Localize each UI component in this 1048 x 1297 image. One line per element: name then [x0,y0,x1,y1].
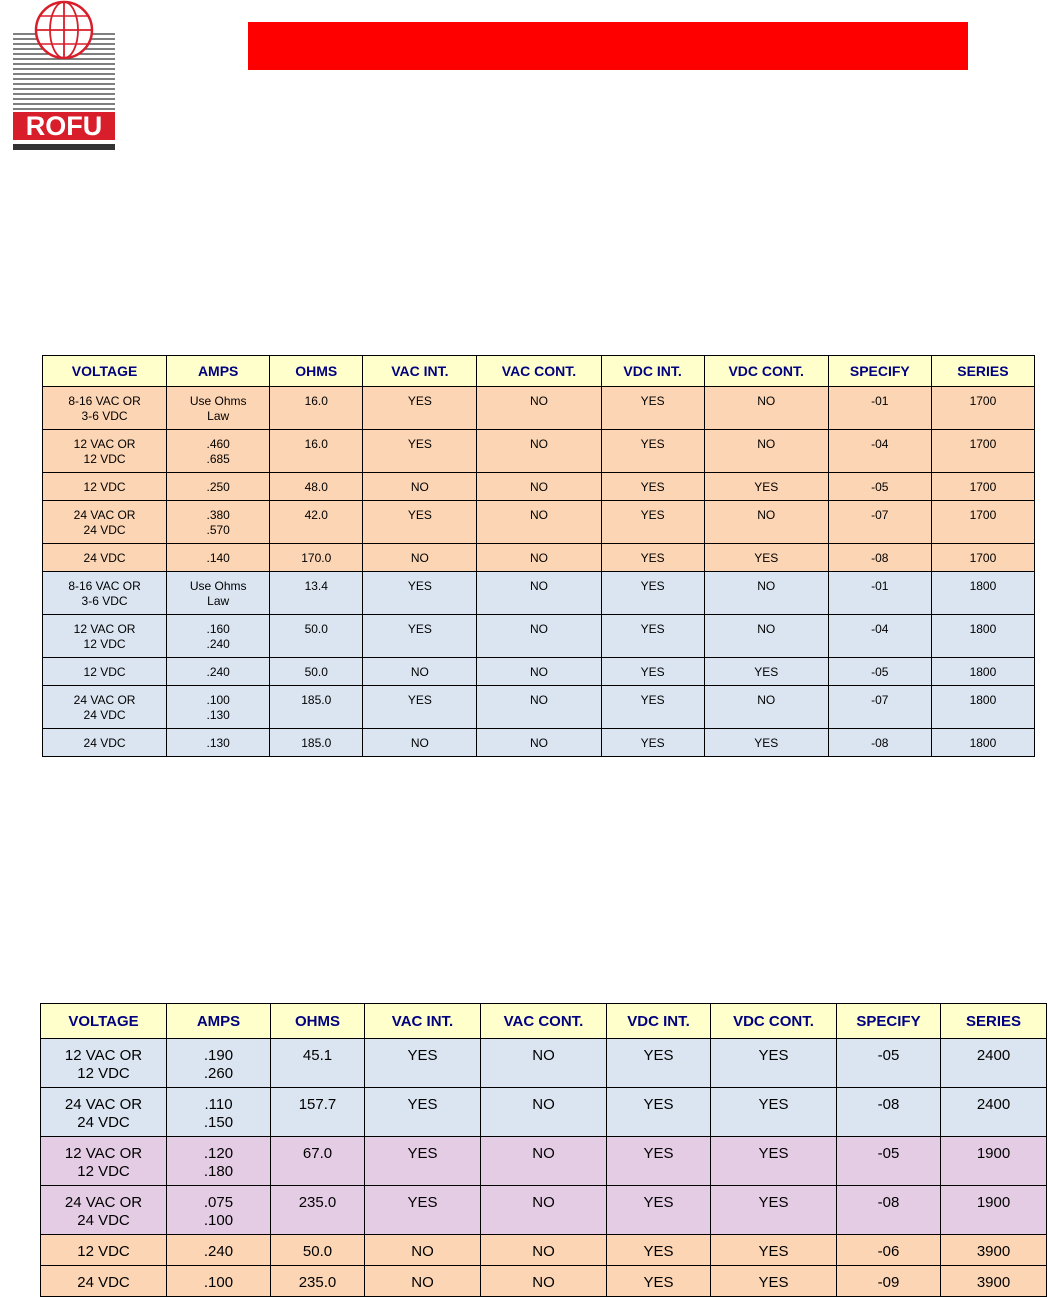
header-vdc-int: VDC INT. [607,1004,711,1039]
cell-voltage [41,1137,167,1186]
cell-series: 1800 [931,615,1034,658]
header-vac-cont: VAC CONT. [481,1004,607,1039]
table-row [41,1137,1047,1186]
cell-amps [167,615,270,658]
cell-line: Use Ohms [189,394,247,408]
cell-specify: -01 [828,572,931,615]
table-body [41,1039,1047,1297]
cell-vac-int: YES [363,686,477,729]
table-row [41,1235,1047,1266]
cell-amps [167,1039,271,1088]
cell-ohms: 48.0 [270,473,363,501]
cell-vdc-int: YES [607,1235,711,1266]
cell-voltage [43,658,167,686]
cell-specify: -05 [837,1137,941,1186]
cell-line: .380 [206,508,230,522]
header-vac-int: VAC INT. [365,1004,481,1039]
header-ohms: OHMS [271,1004,365,1039]
cell-vdc-int: YES [607,1039,711,1088]
cell-vdc-cont: YES [711,1266,837,1297]
cell-line: .130 [206,736,230,750]
cell-vdc-cont: NO [704,387,828,430]
cell-specify: -05 [837,1039,941,1088]
cell-series: 1800 [931,658,1034,686]
cell-series: 3900 [941,1266,1047,1297]
cell-vdc-cont: YES [711,1186,837,1235]
cell-amps [167,572,270,615]
cell-line: .240 [206,637,230,651]
cell-vdc-int: YES [601,501,704,544]
cell-vdc-int: YES [607,1137,711,1186]
cell-line: 24 VDC [77,1274,130,1291]
cell-series: 1700 [931,501,1034,544]
table-body [43,387,1035,757]
table-row [43,729,1035,757]
cell-voltage [41,1088,167,1137]
cell-vdc-int: YES [601,686,704,729]
cell-line: 12 VDC [77,1065,130,1082]
cell-line: .075 [203,1194,234,1211]
cell-line: Use Ohms [189,579,247,593]
cell-specify: -04 [828,615,931,658]
cell-vdc-cont: YES [704,658,828,686]
cell-specify: -08 [837,1186,941,1235]
cell-specify: -05 [828,658,931,686]
cell-vac-int: YES [365,1186,481,1235]
cell-voltage [43,473,167,501]
cell-voltage [43,572,167,615]
cell-voltage [43,544,167,572]
cell-vac-cont: NO [477,430,601,473]
cell-ohms: 235.0 [271,1186,365,1235]
cell-line: 12 VDC [83,480,126,494]
cell-line: 8-16 VAC OR [68,394,141,408]
cell-line: .180 [203,1163,234,1180]
table-row [43,501,1035,544]
table-row [43,658,1035,686]
header-series: SERIES [931,356,1034,387]
cell-vac-int: NO [365,1235,481,1266]
cell-vdc-int: YES [601,615,704,658]
cell-line: 24 VAC OR [73,508,136,522]
cell-line: 8-16 VAC OR [68,579,141,593]
cell-vac-cont: NO [477,615,601,658]
cell-vac-cont: NO [481,1039,607,1088]
header-vdc-int: VDC INT. [601,356,704,387]
cell-vdc-cont: NO [704,615,828,658]
cell-line: .460 [206,437,230,451]
cell-line: 24 VDC [83,708,126,722]
cell-series: 1700 [931,473,1034,501]
cell-vdc-int: YES [601,658,704,686]
table-header [41,1004,1047,1039]
cell-vac-int: YES [363,615,477,658]
cell-amps [167,1186,271,1235]
cell-ohms: 50.0 [271,1235,365,1266]
header-vac-cont: VAC CONT. [477,356,601,387]
cell-line: 12 VAC OR [73,622,136,636]
cell-vdc-cont: YES [704,473,828,501]
cell-specify: -07 [828,501,931,544]
cell-vac-int: YES [363,572,477,615]
cell-line: 12 VDC [77,1163,130,1180]
cell-specify: -01 [828,387,931,430]
cell-voltage [41,1266,167,1297]
header-voltage: VOLTAGE [43,356,167,387]
logo-wordmark: ROFU [25,111,103,141]
cell-series: 3900 [941,1235,1047,1266]
header-row [43,356,1035,387]
cell-vdc-cont: YES [711,1088,837,1137]
cell-specify: -06 [837,1235,941,1266]
cell-amps [167,544,270,572]
cell-series: 1800 [931,686,1034,729]
cell-amps [167,658,270,686]
cell-voltage [43,729,167,757]
cell-line: .240 [206,665,230,679]
rofu-logo [10,0,118,152]
header-specify: SPECIFY [828,356,931,387]
header-voltage: VOLTAGE [41,1004,167,1039]
cell-line: 24 VDC [77,1114,130,1131]
cell-vdc-int: YES [601,430,704,473]
cell-vac-cont: NO [481,1088,607,1137]
cell-vdc-cont: YES [704,729,828,757]
series-2400-1900-3900-table [40,1003,1047,1297]
cell-vac-int: YES [363,387,477,430]
cell-vac-int: NO [363,544,477,572]
header-vdc-cont: VDC CONT. [704,356,828,387]
table-row [41,1039,1047,1088]
cell-line: 3-6 VDC [81,409,128,423]
cell-amps [167,686,270,729]
cell-line: .100 [203,1212,234,1229]
table-row [41,1186,1047,1235]
cell-ohms: 185.0 [270,729,363,757]
cell-vdc-int: YES [607,1266,711,1297]
table-row [43,430,1035,473]
cell-amps [167,729,270,757]
table-header [43,356,1035,387]
cell-line: 12 VDC [77,1243,130,1260]
cell-ohms: 185.0 [270,686,363,729]
cell-vac-cont: NO [477,387,601,430]
cell-vdc-int: YES [601,572,704,615]
cell-line: 24 VDC [83,736,126,750]
header-series: SERIES [941,1004,1047,1039]
cell-vdc-int: YES [601,473,704,501]
table-row [43,544,1035,572]
cell-series: 1800 [931,572,1034,615]
cell-series: 1700 [931,544,1034,572]
cell-amps [167,501,270,544]
cell-amps [167,1235,271,1266]
cell-vac-int: NO [365,1266,481,1297]
cell-vac-cont: NO [481,1137,607,1186]
cell-ohms: 235.0 [271,1266,365,1297]
cell-line: .260 [203,1065,234,1082]
cell-vac-cont: NO [477,473,601,501]
cell-line: Law [207,594,230,608]
cell-vdc-int: YES [601,387,704,430]
cell-vac-int: YES [365,1137,481,1186]
cell-line: 12 VDC [83,452,126,466]
cell-series: 1700 [931,430,1034,473]
table-row [43,572,1035,615]
cell-vdc-cont: NO [704,572,828,615]
cell-line: 12 VAC OR [73,437,136,451]
cell-line: .240 [203,1243,234,1260]
cell-line: .140 [206,551,230,565]
cell-line: 24 VDC [83,523,126,537]
cell-vac-int: NO [363,729,477,757]
cell-line: 12 VDC [83,665,126,679]
cell-series: 2400 [941,1088,1047,1137]
cell-voltage [43,501,167,544]
cell-line: 24 VDC [77,1212,130,1229]
cell-vdc-cont: YES [704,544,828,572]
cell-vac-cont: NO [477,572,601,615]
cell-voltage [41,1235,167,1266]
cell-line: 24 VAC OR [73,693,136,707]
cell-line: .100 [203,1274,234,1291]
cell-series: 1900 [941,1186,1047,1235]
cell-vac-cont: NO [477,729,601,757]
cell-line: 3-6 VDC [81,594,128,608]
cell-vac-cont: NO [481,1235,607,1266]
cell-vac-int: YES [365,1039,481,1088]
table-row [41,1088,1047,1137]
cell-vdc-cont: NO [704,501,828,544]
cell-amps [167,1266,271,1297]
cell-vac-int: NO [363,658,477,686]
cell-ohms: 42.0 [270,501,363,544]
cell-specify: -04 [828,430,931,473]
cell-vdc-cont: YES [711,1137,837,1186]
header-amps: AMPS [167,1004,271,1039]
cell-vdc-cont: NO [704,686,828,729]
cell-voltage [43,686,167,729]
cell-ohms: 45.1 [271,1039,365,1088]
cell-ohms: 170.0 [270,544,363,572]
cell-specify: -05 [828,473,931,501]
cell-line: Law [207,409,230,423]
cell-line: .120 [203,1145,234,1162]
cell-amps [167,430,270,473]
cell-ohms: 67.0 [271,1137,365,1186]
cell-series: 1800 [931,729,1034,757]
cell-line: 24 VDC [83,551,126,565]
header-amps: AMPS [167,356,270,387]
cell-vdc-cont: YES [711,1039,837,1088]
cell-line: 24 VAC OR [64,1096,143,1113]
cell-line: .570 [206,523,230,537]
cell-voltage [43,430,167,473]
cell-voltage [43,615,167,658]
cell-vac-int: YES [363,430,477,473]
header-vac-int: VAC INT. [363,356,477,387]
cell-vdc-cont: NO [704,430,828,473]
cell-vdc-int: YES [607,1186,711,1235]
cell-vac-cont: NO [477,686,601,729]
cell-line: .250 [206,480,230,494]
cell-line: .110 [204,1096,233,1113]
cell-line: 12 VAC OR [64,1145,143,1162]
cell-vac-cont: NO [477,501,601,544]
cell-voltage [41,1039,167,1088]
cell-vac-cont: NO [481,1266,607,1297]
logo-underline [13,144,115,150]
cell-amps [167,1088,271,1137]
cell-series: 1900 [941,1137,1047,1186]
cell-specify: -08 [837,1088,941,1137]
series-1700-1800-table [42,355,1035,757]
cell-line: .150 [203,1114,234,1131]
cell-voltage [43,387,167,430]
globe-icon [36,2,92,58]
table-row [43,387,1035,430]
cell-line: .130 [206,708,230,722]
header-ohms: OHMS [270,356,363,387]
cell-ohms: 50.0 [270,615,363,658]
cell-amps [167,1137,271,1186]
cell-ohms: 16.0 [270,387,363,430]
cell-specify: -08 [828,544,931,572]
cell-specify: -08 [828,729,931,757]
cell-vac-cont: NO [477,658,601,686]
cell-series: 2400 [941,1039,1047,1088]
cell-line: 24 VAC OR [64,1194,143,1211]
cell-vac-cont: NO [477,544,601,572]
cell-line: .160 [206,622,230,636]
cell-vdc-int: YES [601,729,704,757]
table-row [43,615,1035,658]
header-specify: SPECIFY [837,1004,941,1039]
cell-line: .100 [206,693,230,707]
cell-specify: -09 [837,1266,941,1297]
cell-line: 12 VAC OR [64,1047,143,1064]
cell-ohms: 16.0 [270,430,363,473]
table-row [43,686,1035,729]
cell-amps [167,387,270,430]
cell-vac-int: NO [363,473,477,501]
cell-vdc-cont: YES [711,1235,837,1266]
cell-vac-cont: NO [481,1186,607,1235]
cell-amps [167,473,270,501]
cell-ohms: 13.4 [270,572,363,615]
cell-vac-int: YES [365,1088,481,1137]
table-row [41,1266,1047,1297]
header-vdc-cont: VDC CONT. [711,1004,837,1039]
red-banner [248,22,968,70]
cell-specify: -07 [828,686,931,729]
cell-ohms: 50.0 [270,658,363,686]
table-row [43,473,1035,501]
header-row [41,1004,1047,1039]
cell-voltage [41,1186,167,1235]
cell-line: .685 [206,452,230,466]
cell-ohms: 157.7 [271,1088,365,1137]
cell-vac-int: YES [363,501,477,544]
cell-line: 12 VDC [83,637,126,651]
cell-vdc-int: YES [607,1088,711,1137]
cell-line: .190 [203,1047,234,1064]
cell-series: 1700 [931,387,1034,430]
cell-vdc-int: YES [601,544,704,572]
